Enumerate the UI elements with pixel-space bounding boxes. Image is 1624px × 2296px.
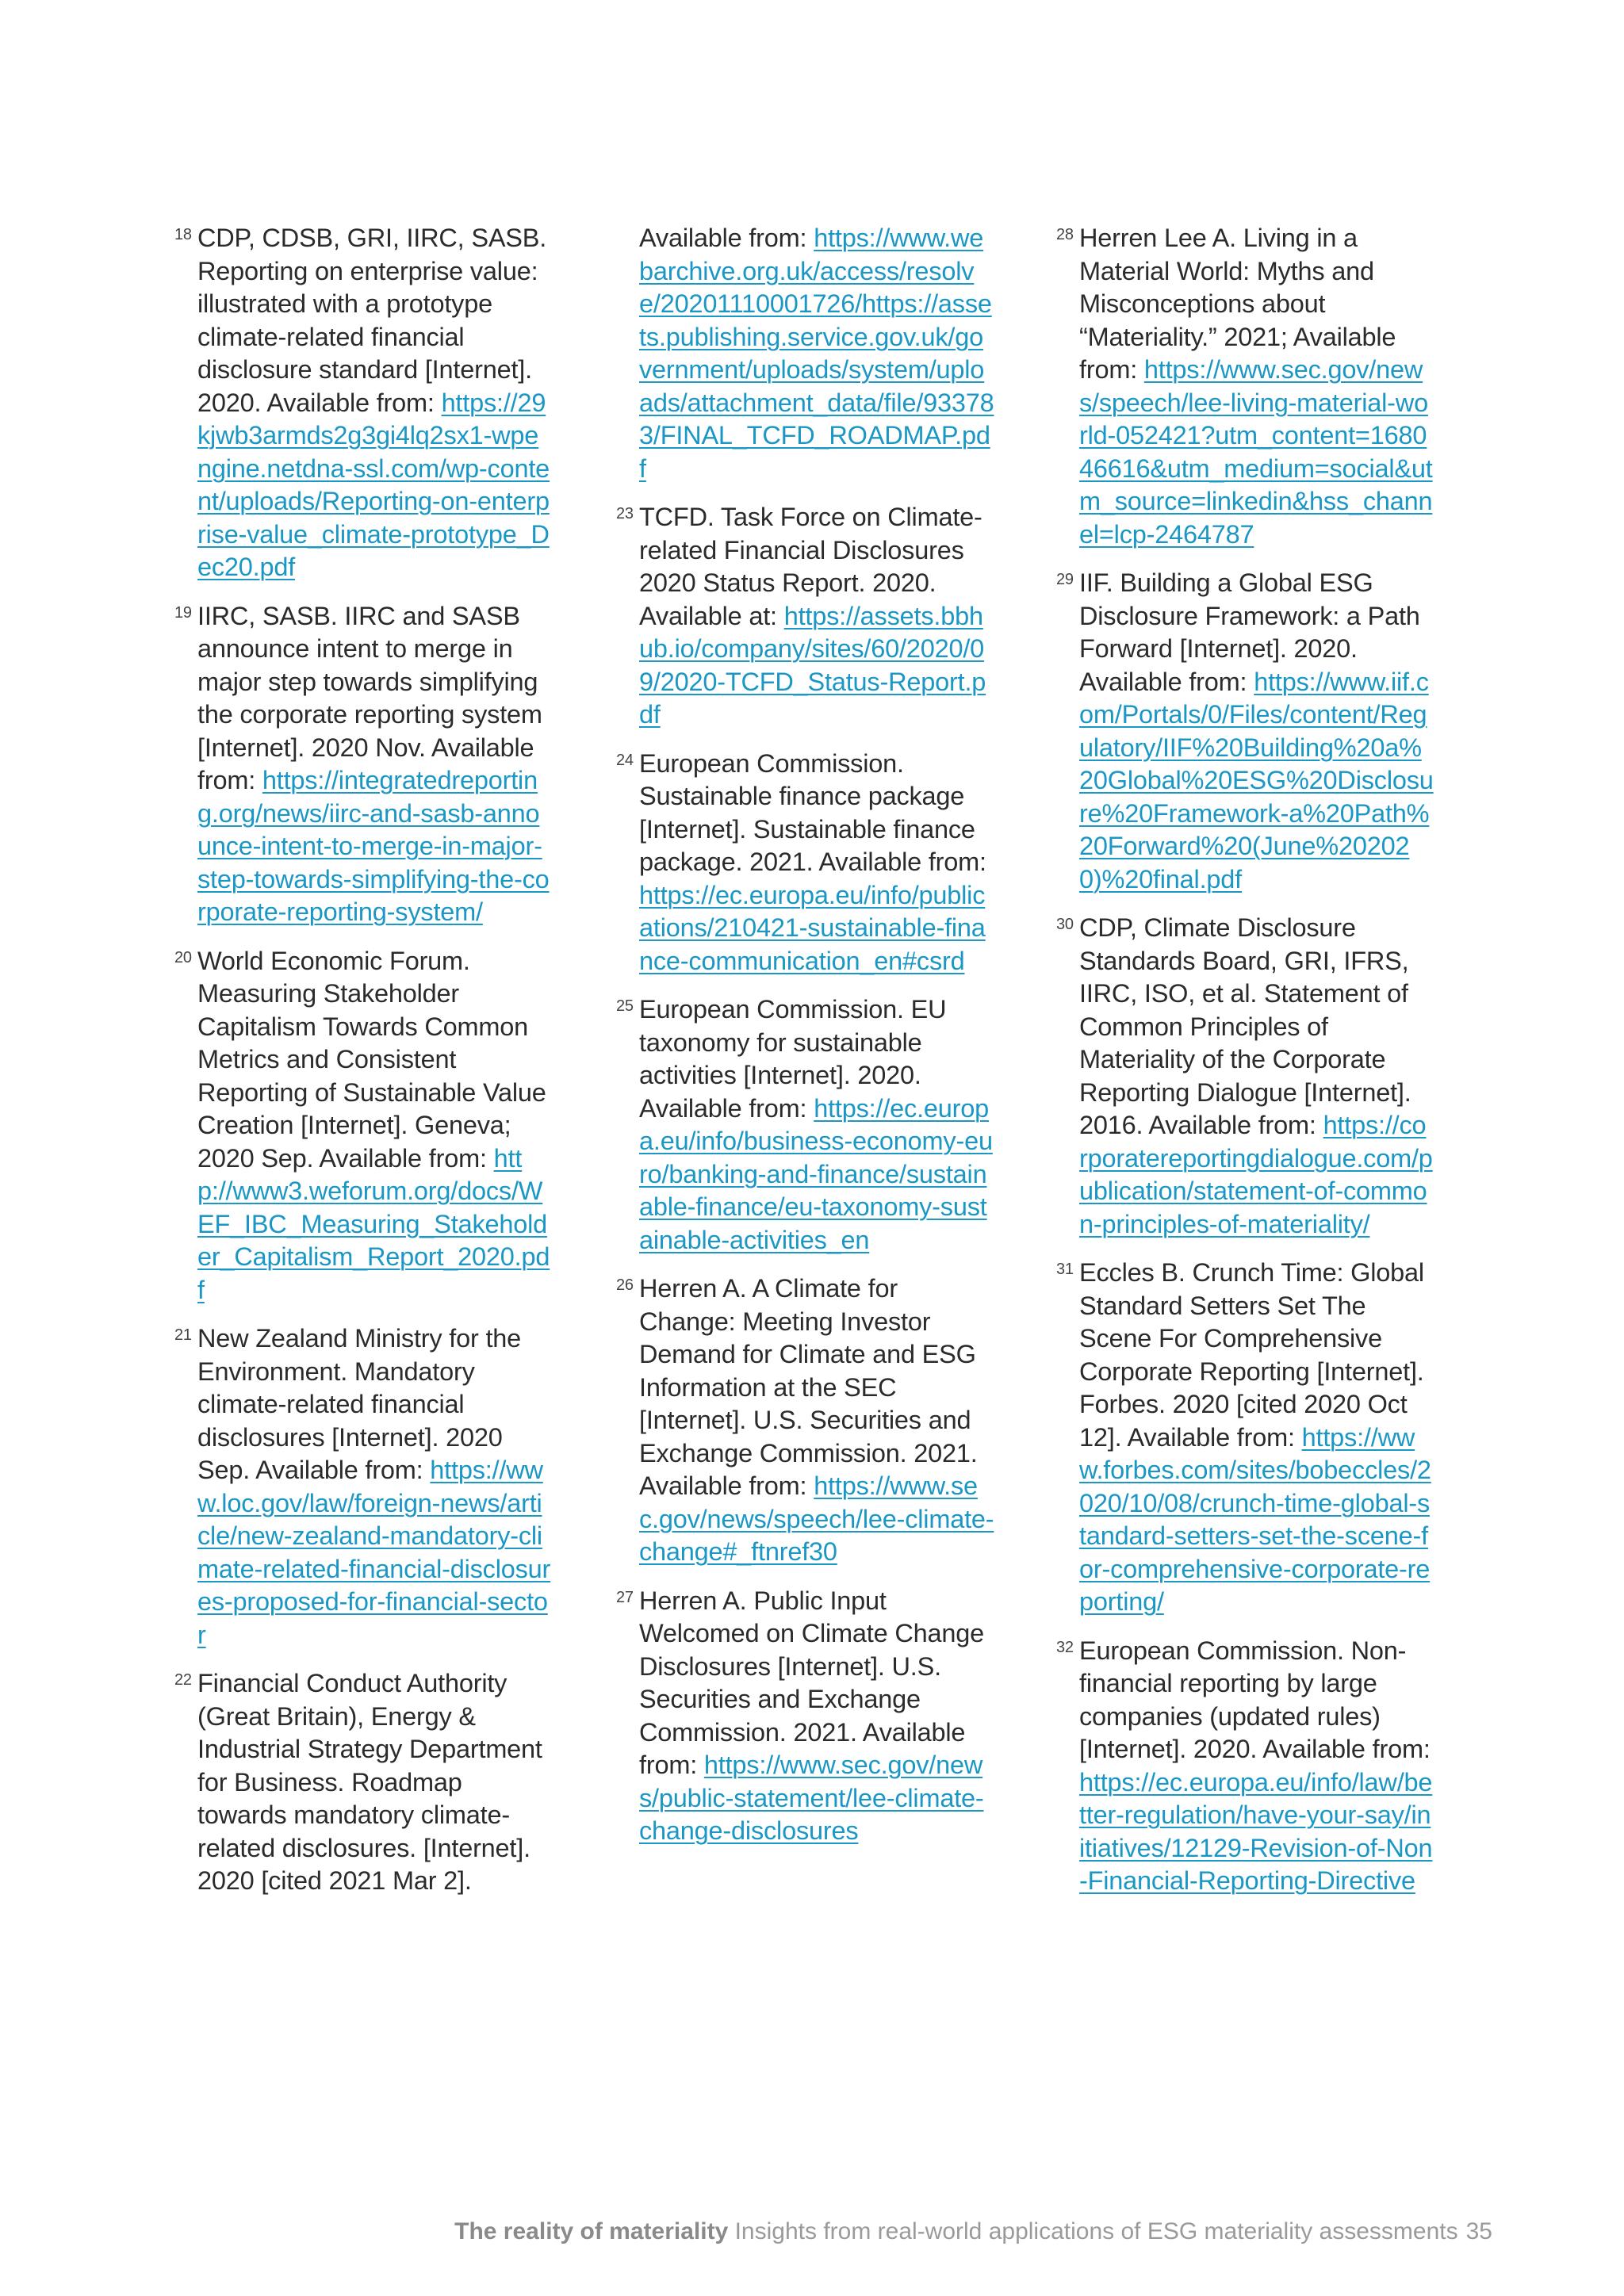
reference-text: IIRC, SASB. IIRC and SASB announce intent to merge in major step towards simplifying the corporate reporting system [Internet]. 2020 Nov. Available from:	[197, 601, 542, 794]
reference-number: 21	[174, 1326, 192, 1344]
reference-number: 32	[1056, 1638, 1074, 1656]
reference-item	[172, 945, 553, 1307]
reference-item	[1054, 912, 1434, 1241]
reference-link[interactable]: https://integratedreporting.org/news/iirc-and-sasb-announce-intent-to-merge-in-major-step-towards-simplifying-the-corporate-reporting-system/	[197, 766, 550, 926]
reference-text: CDP, CDSB, GRI, IIRC, SASB. Reporting on enterprise value: illustrated with a prototype climate-related financial disclosure standard [Internet]. 2020. Available from:	[197, 224, 547, 417]
reference-link[interactable]: https://www.loc.gov/law/foreign-news/article/new-zealand-mandatory-climate-related-financial-disclosures-proposed-for-financial-sector	[197, 1456, 551, 1649]
reference-link[interactable]: http://www3.weforum.org/docs/WEF_IBC_Measuring_Stakeholder_Capitalism_Report_2020.pdf	[197, 1143, 550, 1304]
reference-number: 28	[1056, 226, 1074, 243]
reference-item	[614, 1585, 994, 1848]
reference-number: 23	[616, 505, 634, 522]
reference-item	[172, 600, 553, 929]
reference-number: 26	[616, 1276, 634, 1294]
reference-item	[614, 222, 994, 485]
reference-item	[172, 1667, 553, 1898]
reference-text: TCFD. Task Force on Climate-related Financial Disclosures 2020 Status Report. 2020. Available at:	[639, 503, 982, 630]
reference-link[interactable]: https://ec.europa.eu/info/publications/210421-sustainable-finance-communication_en#csrd	[639, 880, 986, 975]
reference-text: Eccles B. Crunch Time: Global Standard Setters Set The Scene For Comprehensive Corporate Reporting [Internet]. Forbes. 2020 [cited 2020 Oct 12]. Available from:	[1079, 1258, 1424, 1452]
reference-text: Herren Lee A. Living in a Material World: Myths and Misconceptions about “Materiality.” 2021; Available from:	[1079, 224, 1396, 384]
reference-text: European Commission. EU taxonomy for sustainable activities [Internet]. 2020. Available from:	[639, 995, 947, 1123]
reference-column-3	[1054, 222, 1434, 1914]
reference-link[interactable]: https://www.iif.com/Portals/0/Files/content/Regulatory/IIF%20Building%20a%20Global%20ESG%20Disclosure%20Framework-a%20Path%20Forward%20(June%202020)%20final.pdf	[1079, 667, 1434, 894]
footer-subtitle: Insights from real-world applications of ESG materiality assessments	[728, 2218, 1458, 2244]
reference-column-1	[172, 222, 553, 1914]
reference-item	[1054, 222, 1434, 551]
reference-number: 20	[174, 948, 192, 966]
reference-item	[614, 1272, 994, 1569]
reference-text: European Commission. Sustainable finance package [Internet]. Sustainable finance package. 2021. Available from:	[639, 748, 986, 876]
reference-link[interactable]: https://assets.bbhub.io/company/sites/60/2020/09/2020-TCFD_Status-Report.pdf	[639, 601, 986, 729]
reference-link[interactable]: https://www.sec.gov/news/public-statement/lee-climate-change-disclosures	[639, 1751, 984, 1845]
reference-item	[1054, 1635, 1434, 1898]
reference-column-2	[614, 222, 994, 1864]
reference-text: Financial Conduct Authority (Great Britain), Energy & Industrial Strategy Department for Business. Roadmap towards mandatory climate-related disclosures. [Internet]. 2020 [cited 2021 Mar 2].	[197, 1669, 542, 1895]
reference-link[interactable]: https://www.sec.gov/news/speech/lee-living-material-world-052421?utm_content=168046616&utm_medium=social&utm_source=linkedin&hss_channel=lcp-2464787	[1079, 355, 1433, 549]
reference-text: World Economic Forum. Measuring Stakeholder Capitalism Towards Common Metrics and Consistent Reporting of Sustainable Value Creation [Internet]. Geneva; 2020 Sep. Available from:	[197, 946, 546, 1173]
reference-number: 18	[174, 226, 192, 243]
reference-text: European Commission. Non-financial reporting by large companies (updated rules) [Internet]. 2020. Available from:	[1079, 1636, 1431, 1763]
reference-item	[1054, 567, 1434, 896]
reference-link[interactable]: https://29kjwb3armds2g3gi4lq2sx1-wpengine.netdna-ssl.com/wp-content/uploads/Reporting-on-enterprise-value_climate-prototype_Dec20.pdf	[197, 388, 550, 581]
reference-link[interactable]: https://www.webarchive.org.uk/access/resolve/20201110001726/https://assets.publishing.service.gov.uk/government/uploads/system/uploads/attachment_data/file/933783/FINAL_TCFD_ROADMAP.pdf	[639, 224, 994, 483]
reference-item	[614, 501, 994, 732]
footer-title: The reality of materiality	[454, 2218, 729, 2244]
reference-text: CDP, Climate Disclosure Standards Board, GRI, IFRS, IIRC, ISO, et al. Statement of Common Principles of Materiality of the Corporate Reporting Dialogue [Internet]. 2016. Available from:	[1079, 913, 1411, 1139]
reference-item	[172, 1322, 553, 1651]
reference-number: 19	[174, 603, 192, 622]
reference-link[interactable]: https://corporatereportingdialogue.com/publication/statement-of-common-principles-of-materiality/	[1079, 1111, 1433, 1238]
reference-item	[172, 222, 553, 584]
reference-number: 22	[174, 1671, 192, 1689]
page-number: 35	[1465, 2218, 1492, 2244]
reference-item	[1054, 1257, 1434, 1619]
reference-number: 30	[1056, 916, 1074, 933]
page-footer	[454, 2216, 1492, 2248]
reference-link[interactable]: https://ec.europa.eu/info/business-economy-euro/banking-and-finance/sustainable-finance/eu-taxonomy-sustainable-activities_en	[639, 1093, 993, 1254]
reference-number: 31	[1056, 1261, 1074, 1278]
reference-number: 29	[1056, 571, 1074, 588]
reference-text: Herren A. A Climate for Change: Meeting Investor Demand for Climate and ESG Information at the SEC [Internet]. U.S. Securities and Exchange Commission. 2021. Available from:	[639, 1274, 978, 1500]
reference-link[interactable]: https://ec.europa.eu/info/law/better-regulation/have-your-say/initiatives/12129-Revision-of-Non-Financial-Reporting-Directive	[1079, 1767, 1433, 1895]
reference-item	[614, 993, 994, 1257]
reference-number: 24	[616, 751, 634, 769]
reference-number: 25	[616, 997, 634, 1015]
reference-link[interactable]: https://www.sec.gov/news/speech/lee-climate-change#_ftnref30	[639, 1471, 994, 1566]
reference-link[interactable]: https://www.forbes.com/sites/bobeccles/2020/10/08/crunch-time-global-standard-setters-set-the-scene-for-comprehensive-corporate-reporting/	[1079, 1422, 1431, 1616]
reference-text: IIF. Building a Global ESG Disclosure Framework: a Path Forward [Internet]. 2020. Available from:	[1079, 568, 1420, 696]
reference-text: New Zealand Ministry for the Environment. Mandatory climate-related financial disclosures [Internet]. 2020 Sep. Available from:	[197, 1324, 522, 1484]
reference-text: Available from:	[639, 224, 814, 252]
reference-number: 27	[616, 1588, 634, 1606]
reference-text: Herren A. Public Input Welcomed on Climate Change Disclosures [Internet]. U.S. Securities and Exchange Commission. 2021. Available from:	[639, 1586, 984, 1779]
reference-item	[614, 748, 994, 978]
